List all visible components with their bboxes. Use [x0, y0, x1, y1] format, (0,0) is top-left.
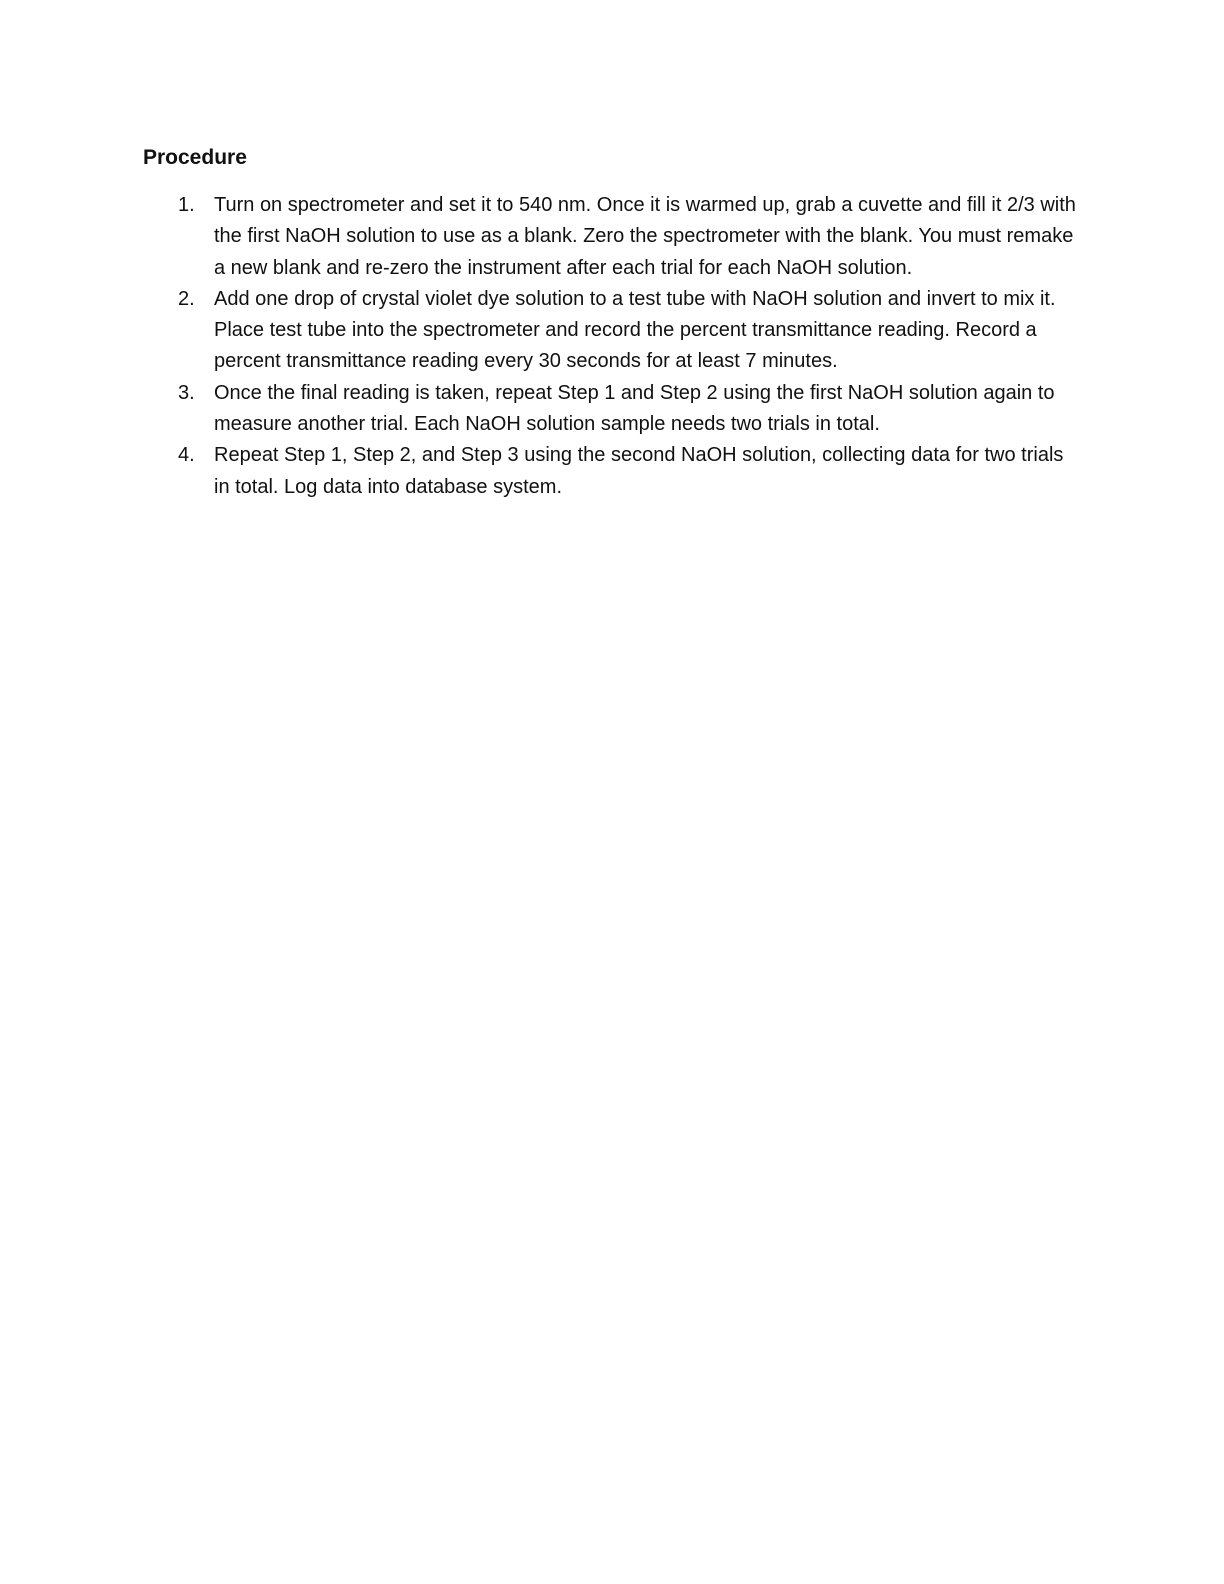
procedure-step-4: [143, 440, 1083, 503]
procedure-step-1: [143, 190, 1083, 284]
step-number: 3.: [178, 381, 195, 404]
step-text: Repeat Step 1, Step 2, and Step 3 using the second NaOH solution, collecting data for two trials in total. Log data into database system.: [214, 444, 1064, 498]
procedure-steps-list: [143, 190, 1083, 503]
procedure-step-3: [143, 378, 1083, 441]
step-text: Once the final reading is taken, repeat Step 1 and Step 2 using the first NaOH solution again to measure another trial. Each NaOH solution sample needs two trials in total.: [214, 381, 1055, 436]
section-heading: Procedure: [143, 146, 247, 169]
step-number: 2.: [178, 287, 195, 310]
step-text: Turn on spectrometer and set it to 540 nm. Once it is warmed up, grab a cuvette and fill it 2/3 with the first NaOH solution to use as a blank. Zero the spectrometer with the blank. You must remake a new blank and re-zero the instrument after each trial for each NaOH solution.: [214, 194, 1076, 279]
procedure-step-2: [143, 284, 1083, 378]
step-number: 1.: [178, 194, 195, 216]
step-text: Add one drop of crystal violet dye solution to a test tube with NaOH solution and invert to mix it. Place test tube into the spectrometer and record the percent transmittance reading. Record a percent transmittance reading every 30 seconds for at least 7 minutes.: [214, 287, 1056, 373]
step-number: 4.: [178, 444, 195, 467]
